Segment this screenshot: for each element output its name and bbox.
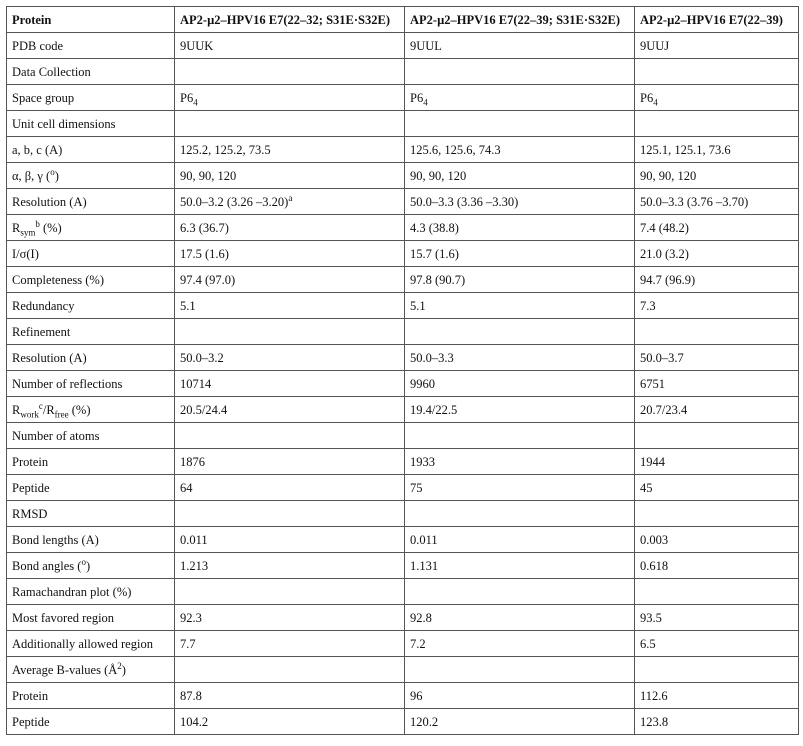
cell: 6751 [635,371,799,397]
row-label: Additionally allowed region [7,631,175,657]
row-label: Resolution (A) [7,345,175,371]
cell: 0.011 [175,527,405,553]
cell: 7.2 [405,631,635,657]
cell: 123.8 [635,709,799,735]
cell: 0.003 [635,527,799,553]
cell: 93.5 [635,605,799,631]
cell: 50.0–3.7 [635,345,799,371]
label-sup: o [50,166,55,177]
label-sub: work [20,409,39,419]
cell [405,319,635,345]
space-group-sub: 4 [193,97,198,107]
row-label: Completeness (%) [7,267,175,293]
cell: 50.0–3.2 [175,345,405,371]
cell [635,423,799,449]
cell: 6.3 (36.7) [175,215,405,241]
section-label [7,657,175,683]
header-col-3: AP2-µ2–HPV16 E7(22–39) [635,7,799,33]
row-label: Protein [7,683,175,709]
label-sup: c [38,400,43,411]
row-label [7,553,175,579]
row-peptide-atoms [7,475,799,501]
space-group-base: P6 [410,90,424,105]
cell: 0.011 [405,527,635,553]
cell: 9UUK [175,33,405,59]
row-rmsd [7,501,799,527]
label-text: α, β, γ ( [12,168,51,183]
cell: 50.0–3.3 (3.36 –3.30) [405,189,635,215]
cell [635,579,799,605]
label-text: (%) [68,402,91,417]
cell [175,111,405,137]
cell [175,319,405,345]
row-i-sigma [7,241,799,267]
cell: 90, 90, 120 [635,163,799,189]
row-completeness [7,267,799,293]
cell: 45 [635,475,799,501]
cell: 50.0–3.3 (3.76 –3.70) [635,189,799,215]
row-label [7,163,175,189]
cell: 125.1, 125.1, 73.6 [635,137,799,163]
cell: 75 [405,475,635,501]
cell: 112.6 [635,683,799,709]
row-angles [7,163,799,189]
row-label [7,215,175,241]
cell [175,85,405,111]
cell: 90, 90, 120 [175,163,405,189]
row-protein-b [7,683,799,709]
cell: 87.8 [175,683,405,709]
cell: 9UUL [405,33,635,59]
cell: 7.3 [635,293,799,319]
cell: 125.2, 125.2, 73.5 [175,137,405,163]
row-ramachandran [7,579,799,605]
cell [405,85,635,111]
cell [635,657,799,683]
space-group-sub: 4 [653,97,658,107]
header-col-1: AP2-µ2–HPV16 E7(22–32; S31E·S32E) [175,7,405,33]
label-text: ) [121,662,126,677]
row-bond-angles [7,553,799,579]
cell [175,189,405,215]
cell: 90, 90, 120 [405,163,635,189]
cell [175,501,405,527]
space-group-base: P6 [180,90,194,105]
cell: 50.0–3.3 [405,345,635,371]
label-sub: sym [20,227,36,237]
cell [405,501,635,527]
row-additionally-allowed [7,631,799,657]
label-text: /R [42,402,55,417]
cell: 9UUJ [635,33,799,59]
cell: 94.7 (96.9) [635,267,799,293]
section-label: RMSD [7,501,175,527]
cell: 104.2 [175,709,405,735]
row-resolution [7,189,799,215]
cell [635,59,799,85]
row-data-collection [7,59,799,85]
row-rsym [7,215,799,241]
cell [405,657,635,683]
section-label: Data Collection [7,59,175,85]
cell: 1876 [175,449,405,475]
cell [635,111,799,137]
footnote-sup: a [288,192,293,203]
header-col-2: AP2-µ2–HPV16 E7(22–39; S31E·S32E) [405,7,635,33]
row-label: Most favored region [7,605,175,631]
cell: 125.6, 125.6, 74.3 [405,137,635,163]
row-peptide-b [7,709,799,735]
cell: 10714 [175,371,405,397]
row-refinement [7,319,799,345]
row-label: Peptide [7,709,175,735]
row-pdb-code [7,33,799,59]
label-text: (%) [39,220,62,235]
space-group-sub: 4 [423,97,428,107]
label-sub: free [54,409,69,419]
cell: 64 [175,475,405,501]
row-label: Bond lengths (A) [7,527,175,553]
cell: 92.8 [405,605,635,631]
row-label: Space group [7,85,175,111]
row-space-group [7,85,799,111]
row-most-favored [7,605,799,631]
cell [405,579,635,605]
cell: 4.3 (38.8) [405,215,635,241]
row-unit-cell [7,111,799,137]
cell: 96 [405,683,635,709]
crystallography-table [6,6,799,735]
cell [635,85,799,111]
label-text: ) [54,168,59,183]
cell: 1.131 [405,553,635,579]
cell [635,319,799,345]
row-label: Peptide [7,475,175,501]
header-row [7,7,799,33]
row-abc [7,137,799,163]
section-label: Unit cell dimensions [7,111,175,137]
header-protein: Protein [7,7,175,33]
cell: 6.5 [635,631,799,657]
row-redundancy [7,293,799,319]
cell [175,423,405,449]
row-label [7,397,175,423]
label-text: Bond angles ( [12,558,82,573]
cell: 0.618 [635,553,799,579]
row-label: Number of reflections [7,371,175,397]
row-label: Resolution (A) [7,189,175,215]
cell [175,59,405,85]
cell: 7.4 (48.2) [635,215,799,241]
section-label: Ramachandran plot (%) [7,579,175,605]
cell: 7.7 [175,631,405,657]
space-group-base: P6 [640,90,654,105]
label-text: R [12,220,21,235]
cell: 5.1 [405,293,635,319]
cell: 15.7 (1.6) [405,241,635,267]
row-label: Redundancy [7,293,175,319]
cell: 21.0 (3.2) [635,241,799,267]
label-text: ) [85,558,91,573]
cell: 5.1 [175,293,405,319]
row-label: I/σ(I) [7,241,175,267]
cell: 17.5 (1.6) [175,241,405,267]
cell: 20.7/23.4 [635,397,799,423]
label-text: R [12,402,21,417]
row-label: Protein [7,449,175,475]
cell: 97.4 (97.0) [175,267,405,293]
row-number-of-atoms [7,423,799,449]
cell: 1944 [635,449,799,475]
cell: 1.213 [175,553,405,579]
cell [635,501,799,527]
cell [405,423,635,449]
row-bond-lengths [7,527,799,553]
row-ref-resolution [7,345,799,371]
row-label: a, b, c (A) [7,137,175,163]
row-rwork-rfree [7,397,799,423]
cell: 9960 [405,371,635,397]
cell: 97.8 (90.7) [405,267,635,293]
cell [405,59,635,85]
cell: 120.2 [405,709,635,735]
section-label: Number of atoms [7,423,175,449]
label-sup: b [35,218,40,229]
cell: 20.5/24.4 [175,397,405,423]
row-protein-atoms [7,449,799,475]
row-average-b-values [7,657,799,683]
cell: 92.3 [175,605,405,631]
section-label: Refinement [7,319,175,345]
label-text: Average B-values (Å [12,662,118,677]
row-reflections [7,371,799,397]
cell: 19.4/22.5 [405,397,635,423]
cell [175,579,405,605]
row-label: PDB code [7,33,175,59]
cell-text: 50.0–3.2 (3.26 –3.20) [180,194,289,209]
cell: 1933 [405,449,635,475]
label-sup: 2 [117,660,122,671]
label-sup: o [81,556,86,567]
cell [405,111,635,137]
cell [175,657,405,683]
